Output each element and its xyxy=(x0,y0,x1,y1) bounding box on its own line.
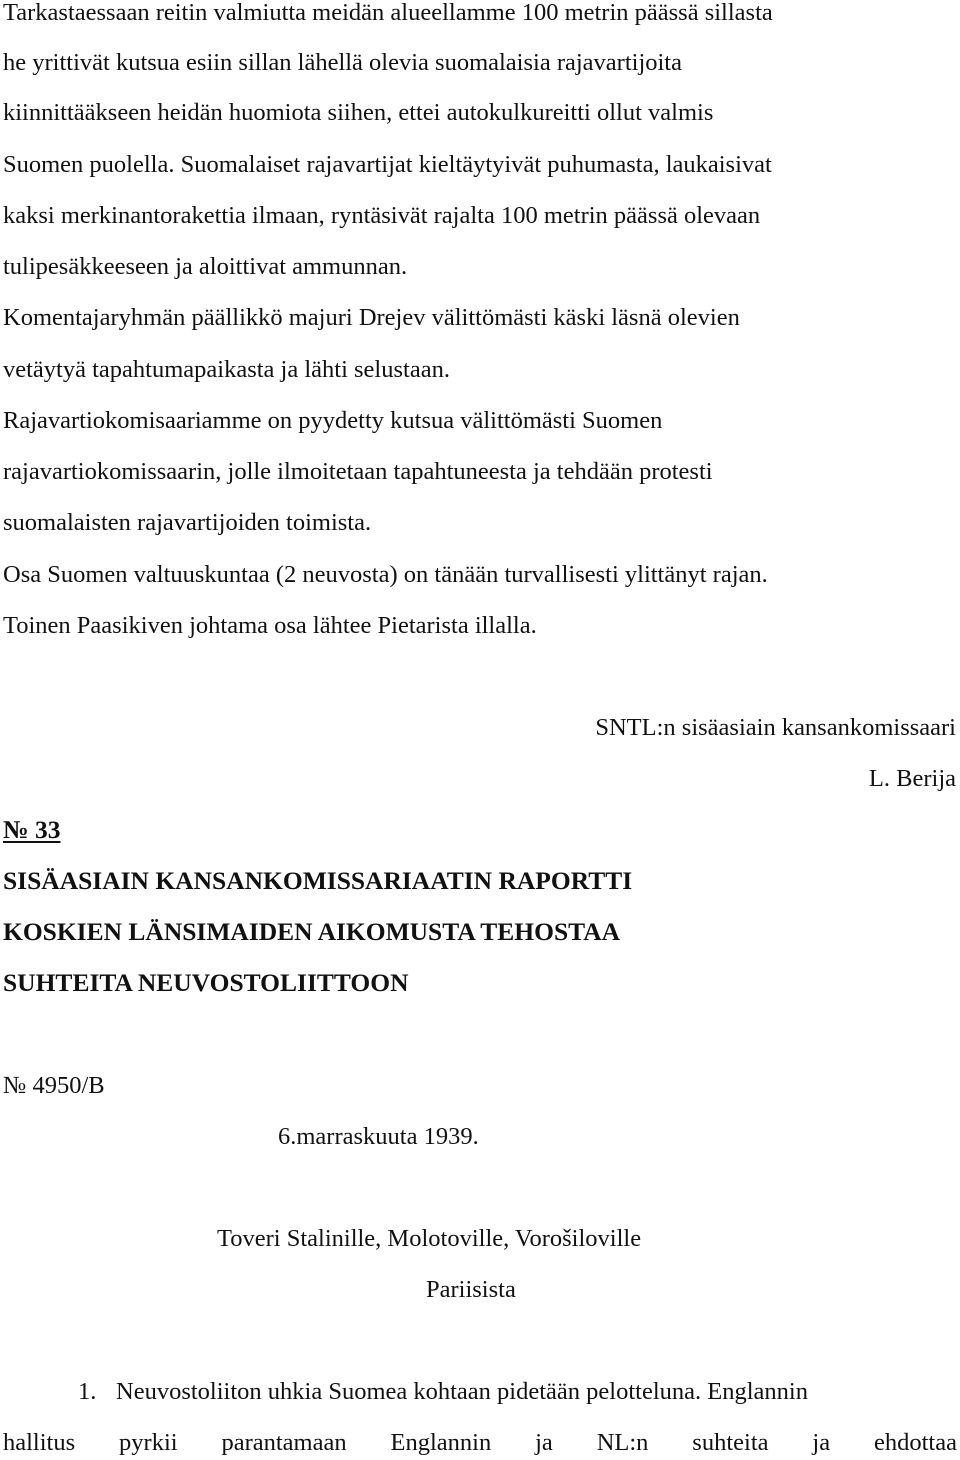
word: ehdottaa xyxy=(873,1429,957,1456)
point-text-line-justified xyxy=(3,1428,957,1458)
text-line: rajavartiokomissaarin, jolle ilmoitetaan tapahtuneesta ja tehdään protesti xyxy=(3,458,713,485)
text-line: suomalaisten rajavartijoiden toimista. xyxy=(3,509,372,536)
word: ja xyxy=(535,1429,553,1456)
heading-line: SUHTEITA NEUVOSTOLIITTOON xyxy=(3,968,409,997)
word: ja xyxy=(812,1429,831,1456)
text-line: Komentajaryhmän päällikkö majuri Drejev välittömästi käski läsnä olevien xyxy=(3,304,740,331)
word: Englannin xyxy=(390,1429,492,1456)
paragraph-paasikivi: Toinen Paasikiven johtama osa lähtee Pietarista illalla. xyxy=(3,612,537,639)
text-line: kaksi merkinantorakettia ilmaan, ryntäsivät rajalta 100 metrin päässä olevaan xyxy=(3,202,761,229)
heading-line: SISÄASIAIN KANSANKOMISSARIAATIN RAPORTTI xyxy=(3,866,633,895)
text-line: vetäytyä tapahtumapaikasta ja lähti selustaan. xyxy=(3,356,450,383)
paragraph-delegation: Osa Suomen valtuuskuntaa (2 neuvosta) on tänään turvallisesti ylittänyt rajan. xyxy=(3,561,768,588)
word: NL:n xyxy=(596,1429,649,1456)
signature-title: SNTL:n sisäasiain kansankomissaari xyxy=(595,714,956,741)
signature-name: L. Berija xyxy=(868,765,956,792)
point-text-line: Neuvostoliiton uhkia Suomea kohtaan pidetään pelotteluna. Englannin xyxy=(116,1378,808,1405)
text-line: Rajavartiokomisaariamme on pyydetty kutsua välittömästi Suomen xyxy=(3,407,663,434)
document-number: № 33 xyxy=(3,815,61,844)
word: pyrkii xyxy=(119,1429,178,1456)
point-number: 1. xyxy=(78,1378,97,1405)
reference-number: № 4950/B xyxy=(3,1072,105,1099)
text-line: Tarkastaessaan reitin valmiutta meidän alueellamme 100 metrin päässä sillasta xyxy=(3,0,773,26)
text-line: tulipesäkkeeseen ja aloittivat ammunnan. xyxy=(3,253,408,280)
text-line: Suomen puolella. Suomalaiset rajavartijat kieltäytyivät puhumasta, laukaisivat xyxy=(3,151,772,178)
word: suhteita xyxy=(692,1429,769,1456)
origin: Pariisista xyxy=(426,1276,516,1303)
text-line: kiinnittääkseen heidän huomiota siihen, ettei autokulkureitti ollut valmis xyxy=(3,99,714,126)
heading-line: KOSKIEN LÄNSIMAIDEN AIKOMUSTA TEHOSTAA xyxy=(3,917,621,946)
word: parantamaan xyxy=(221,1429,347,1456)
word: hallitus xyxy=(3,1429,76,1456)
text-line: he yrittivät kutsua esiin sillan lähellä olevia suomalaisia rajavartijoita xyxy=(3,49,682,76)
document-date: 6.marraskuuta 1939. xyxy=(278,1123,479,1150)
addressee: Toveri Stalinille, Molotoville, Vorošiloville xyxy=(217,1225,642,1252)
